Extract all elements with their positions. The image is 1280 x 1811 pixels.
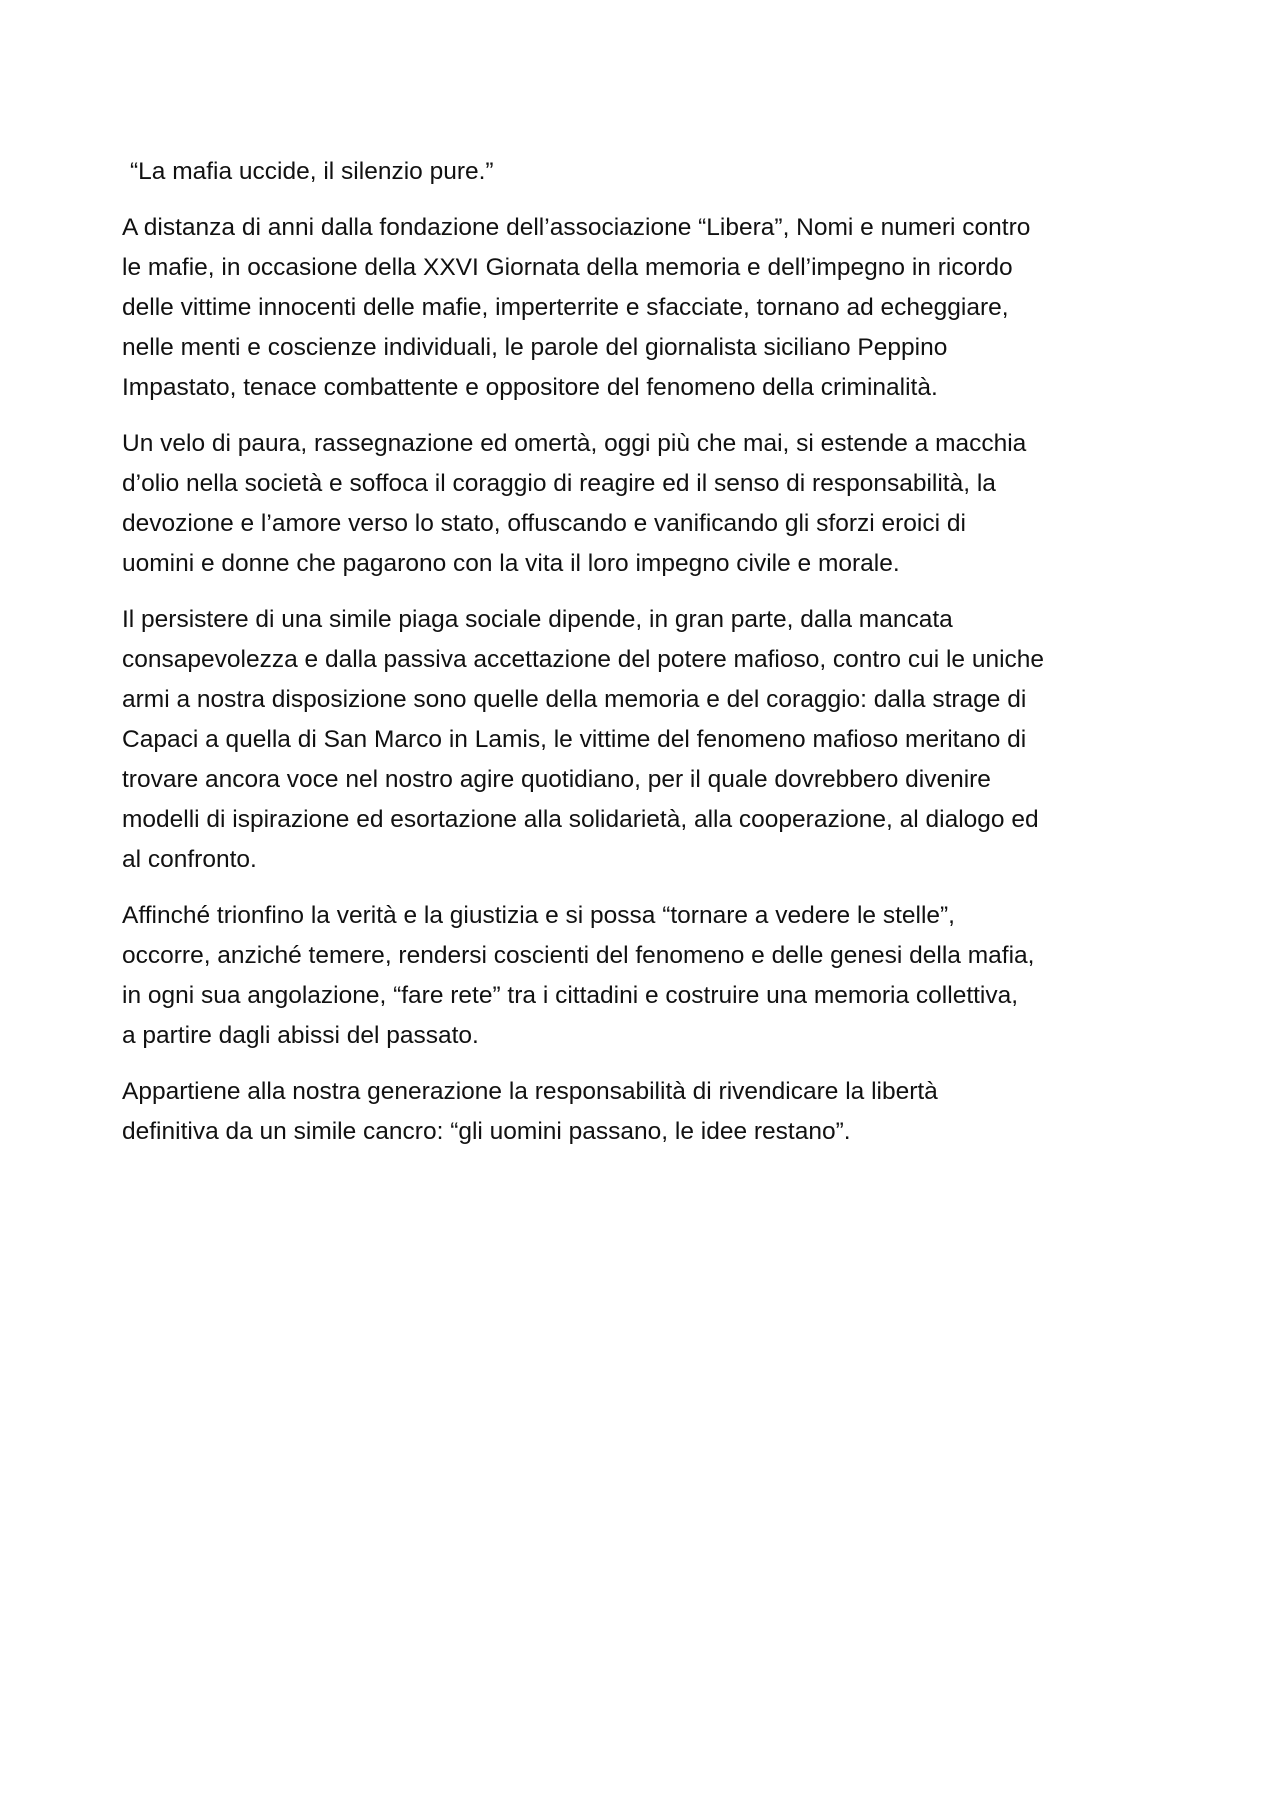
paragraph-line: trovare ancora voce nel nostro agire quotidiano, per il quale dovrebbero divenire (122, 766, 991, 793)
paragraph-line: occorre, anziché temere, rendersi coscienti del fenomeno e delle genesi della mafia, (122, 942, 1035, 969)
document-body (122, 152, 1162, 1168)
paragraph-line: al confronto. (122, 846, 257, 873)
paragraph-line: modelli di ispirazione ed esortazione alla solidarietà, alla cooperazione, al dialogo ed (122, 806, 1039, 833)
paragraph-line: Capaci a quella di San Marco in Lamis, le vittime del fenomeno mafioso meritano di (122, 726, 1027, 753)
paragraph-line: le mafie, in occasione della XXVI Giornata della memoria e dell’impegno in ricordo (122, 254, 1013, 281)
paragraph-line: devozione e l’amore verso lo stato, offuscando e vanificando gli sforzi eroici di (122, 510, 966, 537)
paragraph-line: definitiva da un simile cancro: “gli uomini passano, le idee restano”. (122, 1118, 851, 1145)
paragraph-1 (122, 208, 1162, 408)
paragraph-line: consapevolezza e dalla passiva accettazione del potere mafioso, contro cui le uniche (122, 646, 1045, 673)
paragraph-line: Il persistere di una simile piaga sociale dipende, in gran parte, dalla mancata (122, 606, 953, 633)
paragraph-line: in ogni sua angolazione, “fare rete” tra i cittadini e costruire una memoria collettiva, (122, 982, 1019, 1009)
paragraph-2 (122, 424, 1162, 584)
paragraph-line: Appartiene alla nostra generazione la responsabilità di rivendicare la libertà (122, 1078, 938, 1105)
paragraph-line: nelle menti e coscienze individuali, le parole del giornalista siciliano Peppino (122, 334, 948, 361)
paragraph-line: d’olio nella società e soffoca il coraggio di reagire ed il senso di responsabilità, la (122, 470, 996, 497)
paragraph-line: Affinché trionfino la verità e la giustizia e si possa “tornare a vedere le stelle”, (122, 902, 955, 929)
paragraph-line: Un velo di paura, rassegnazione ed omertà, oggi più che mai, si estende a macchia (122, 430, 1027, 457)
paragraph-4 (122, 896, 1162, 1056)
paragraph-line: A distanza di anni dalla fondazione dell’associazione “Libera”, Nomi e numeri contro (122, 214, 1031, 241)
quote-line: “La mafia uccide, il silenzio pure.” (130, 158, 494, 185)
paragraph-line: Impastato, tenace combattente e oppositore del fenomeno della criminalità. (122, 374, 938, 401)
paragraph-5 (122, 1072, 1162, 1152)
paragraph-line: delle vittime innocenti delle mafie, imperterrite e sfacciate, tornano ad echeggiare, (122, 294, 1009, 321)
paragraph-3 (122, 600, 1162, 880)
opening-quote (122, 152, 1162, 192)
paragraph-line: a partire dagli abissi del passato. (122, 1022, 479, 1049)
paragraph-line: uomini e donne che pagarono con la vita il loro impegno civile e morale. (122, 550, 900, 577)
paragraph-line: armi a nostra disposizione sono quelle della memoria e del coraggio: dalla strage di (122, 686, 1027, 713)
